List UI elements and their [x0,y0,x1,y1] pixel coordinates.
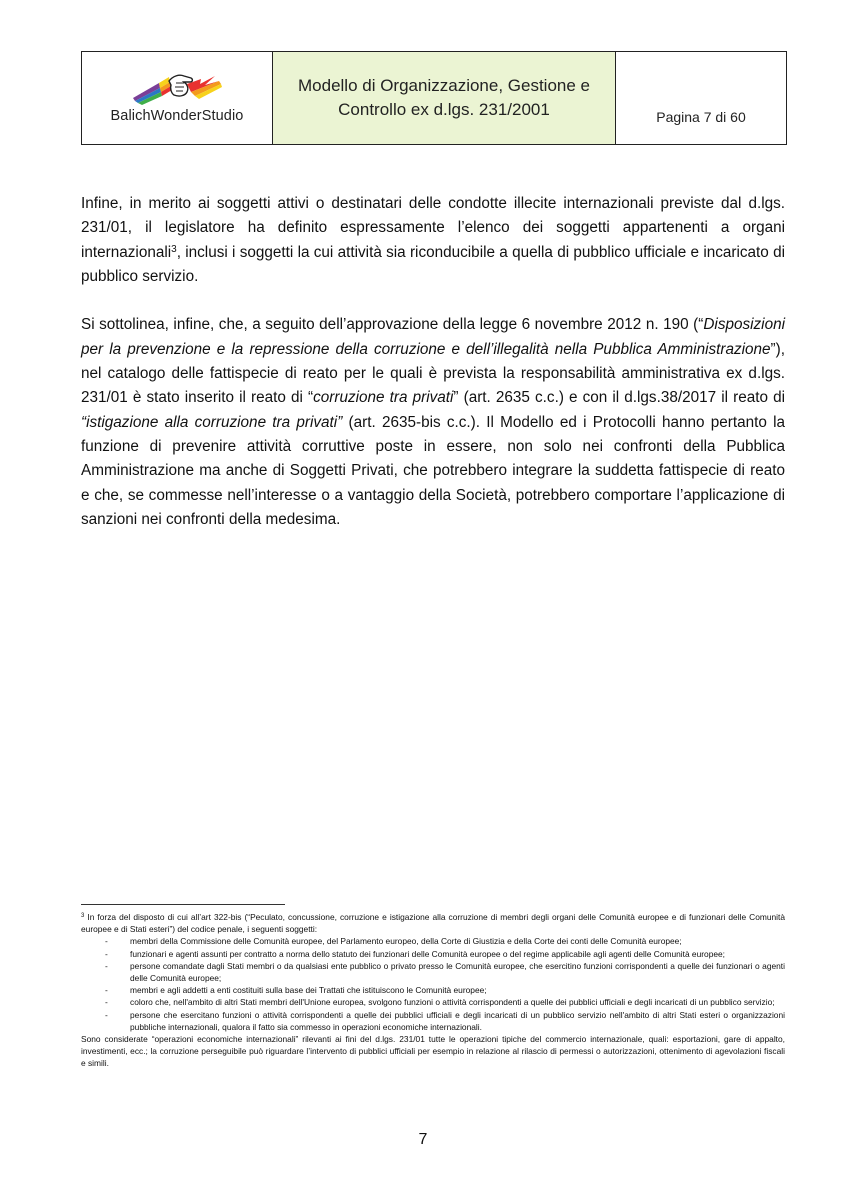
page-number: 7 [418,1131,428,1148]
footnote-list-item: - membri e agli addetti a enti costituiti sulla base dei Trattati che istituiscono le Comunità europee; [105,985,487,996]
footnote-list-item: - membri della Commissione delle Comunità europee, del Parlamento europeo, della Corte di Giustizia e della Corte dei conti delle Comunità europee; [105,936,682,947]
footnote-closing: Sono considerate “operazioni economiche internazionali” rilevanti ai fini del d.lgs. 231/01 tutte le operazioni tipiche del commercio internazionale, quali: esportazioni, gare di appalto, investimenti, ecc.; la corruzione perseguibile può riguardare l’intervento di pubblici ufficiali per esempio in relazione al rilascio di permessi o autorizzazioni, ottenimento di agevolazioni fiscali e simili. [81,1034,785,1069]
footnote-separator [81,904,285,905]
header-title-cell [273,52,616,145]
document-header [81,51,787,145]
footnote-list [81,935,785,1033]
page-indicator: Pagina 7 di 60 [656,109,746,125]
document-title [273,74,615,122]
footnote-list-item: - funzionari e agenti assunti per contratto a norma dello statuto dei funzionari delle Comunità europee o del regime applicabile agli agenti delle Comunità europee; [105,948,725,959]
footnote-list-item: - coloro che, nell'ambito di altri Stati membri dell'Unione europea, svolgono funzioni o attività corrispondenti a quelle dei pubblici ufficiali e degli incaricati di un pubblico servizio; [105,997,775,1008]
company-logo-text: BalichWonderStudio [110,108,244,124]
document-title-line-1: Modello di Organizzazione, Gestione e [298,76,590,95]
footnote-list-item: - persone comandate dagli Stati membri o da qualsiasi ente pubblico o privato presso le Comunità europee, che esercitino funzioni corrispondenti a quelle dei funzionari o agenti delle Comunità europee; [105,960,785,984]
footnote-intro: $^3$ In forza del disposto di cui all’art 322-bis (“Peculato, concussione, corruzione e istigazione alla corruzione di membri degli organi delle Comunità europee e di funzionari delle Comunità europee e di Stati esteri”) del codice penale, i seguenti soggetti: [81,912,785,935]
main-body-text [81,192,785,532]
footnote-marker: 3 [81,913,85,919]
header-logo-cell [82,52,273,145]
footnote-reference[interactable]: 3 [171,243,177,255]
body-paragraph-2: Si sottolinea, infine, che, a seguito dell’approvazione della legge 6 novembre 2012 n. 190 (“Disposizioni per la prevenzione e la repressione della corruzione e dell’illegalità nella Pubblica Amministrazione”), nel catalogo delle fattispecie di reato per le quali è prevista la responsabilità amministrativa ex d.lgs. 231/01 è stato inserito il reato di “corruzione tra privati” (art. 2635 c.c.) e con il d.lgs.38/2017 il reato di “istigazione alla corruzione tra privati” (art. 2635-bis c.c.). Il Modello ed i Protocolli hanno pertanto la funzione di prevenire attività corruttive poste in essere, non solo nei confronti della Pubblica Amministrazione ma anche di Soggetti Privati, che potrebbero integrare la suddetta fattispecie di reato e che, se commesse nell’interesse o a vantaggio della Società, potrebbero comportare l’applicazione di sanzioni nei confronti della medesima. [81,316,785,528]
document-title-line-2: Controllo ex d.lgs. 231/2001 [338,100,550,119]
header-page-cell [616,52,787,145]
footnote-section [81,911,785,1070]
rainbow-hand-logo-icon [129,72,225,106]
footnote-list-item: - persone che esercitano funzioni o attività corrispondenti a quelle dei pubblici ufficiali e degli incaricati di un pubblico servizio nell'ambito di altri Stati esteri o organizzazioni pubbliche internazionali, qualora il fatto sia commesso in operazioni economiche internazionali. [105,1009,785,1032]
body-paragraph-1: Infine, in merito ai soggetti attivi o destinatari delle condotte illecite internazionali previste dal d.lgs. 231/01, il legislatore ha definito espressamente l’elenco dei soggetti appartenenti a organi internazionali$^3$, inclusi i soggetti la cui attività sia riconducibile a quella di pubblico ufficiale e incaricato di pubblico servizio. [81,195,785,285]
